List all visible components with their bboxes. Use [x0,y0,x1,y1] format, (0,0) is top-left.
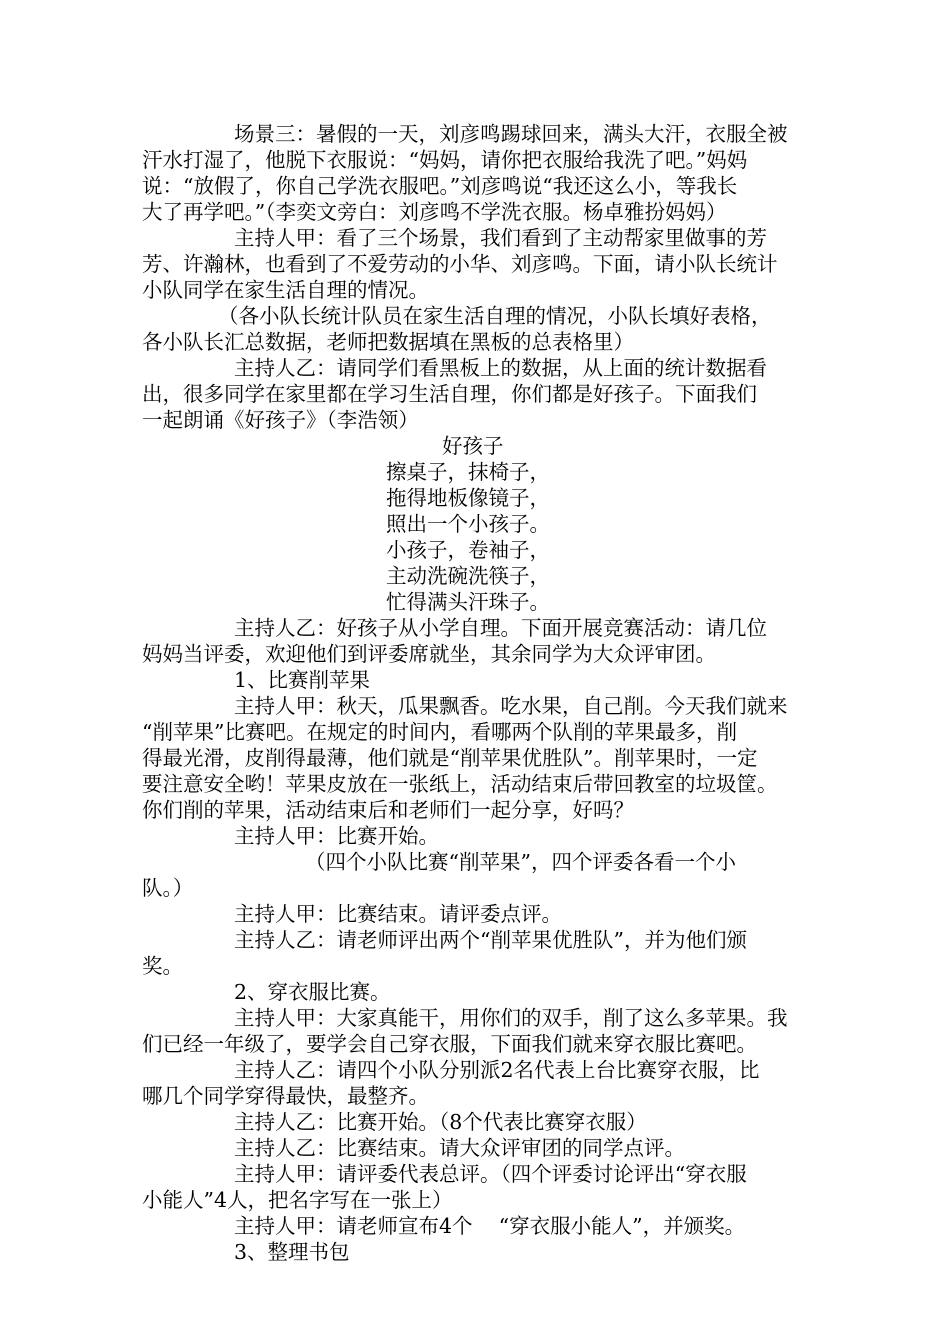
paragraph-line: 主持人甲：秋天，瓜果飘香。吃水果，自己削。今天我们就来 [234,694,788,718]
paragraph-line: 主持人乙：比赛开始。（8个代表比赛穿衣服） [234,1110,647,1134]
paragraph-line: 主持人乙：请四个小队分别派2名代表上台比赛穿衣服，比 [234,1058,760,1082]
paragraph-line: 汗水打湿了，他脱下衣服说：“妈妈，请你把衣服给我洗了吧。”妈妈 [142,148,748,172]
paragraph-line: （四个小队比赛“削苹果”，四个评委各看一个小 [305,850,736,874]
section-heading: 3、整理书包 [234,1240,350,1264]
paragraph-line: 要注意安全哟！苹果皮放在一张纸上，活动结束后带回教室的垃圾筐。 [142,772,778,796]
paragraph-line: 小队同学在家生活自理的情况。 [142,278,429,302]
paragraph-line: 说：“放假了，你自己学洗衣服吧。”刘彦鸣说“我还这么小，等我长 [142,174,738,198]
paragraph-line: 主持人甲：比赛结束。请评委点评。 [234,902,562,926]
paragraph-line: 主持人乙：好孩子从小学自理。下面开展竞赛活动：请几位 [234,616,767,640]
poem-line: 小孩子，卷袖子， [386,538,550,562]
paragraph-line: 主持人乙：请老师评出两个“削苹果优胜队”，并为他们颁 [234,928,747,952]
paragraph-line: 主持人甲：比赛开始。 [234,824,439,848]
paragraph-line: 小能人”4人，把名字写在一张上） [142,1188,453,1212]
paragraph-line: 场景三：暑假的一天，刘彦鸣踢球回来，满头大汗，衣服全被 [234,122,788,146]
paragraph-line: 一起朗诵《好孩子》（李浩领） [142,408,419,432]
paragraph-line: 你们削的苹果，活动结束后和老师们一起分享，好吗？ [142,798,634,822]
paragraph-line: 队。） [142,876,194,900]
paragraph-line: 芳、许瀚林，也看到了不爱劳动的小华、刘彦鸣。下面，请小队长统计 [142,252,778,276]
paragraph-line: （各小队长统计队员在家生活自理的情况，小队长填好表格， [218,304,772,328]
section-heading: 2、穿衣服比赛。 [234,980,391,1004]
paragraph-line: 主持人乙：比赛结束。请大众评审团的同学点评。 [234,1136,685,1160]
poem-line: 主动洗碗洗筷子， [386,564,550,588]
paragraph-line: 出，很多同学在家里都在学习生活自理，你们都是好孩子。下面我们 [142,382,757,406]
poem-line: 照出一个小孩子。 [386,512,550,536]
paragraph-line: “削苹果”比赛吧。在规定的时间内，看哪两个队削的苹果最多，削 [142,720,737,744]
paragraph-line: 主持人甲：请老师宣布4个 “穿衣服小能人”，并颁奖。 [234,1214,746,1238]
poem-line: 拖得地板像镜子， [386,486,550,510]
poem-line: 忙得满头汗珠子。 [386,590,550,614]
paragraph-line: 主持人甲：看了三个场景，我们看到了主动帮家里做事的芳 [234,226,767,250]
paragraph-line: 奖。 [142,954,183,978]
paragraph-line: 们已经一年级了，要学会自己穿衣服，下面我们就来穿衣服比赛吧。 [142,1032,757,1056]
paragraph-line: 大了再学吧。”（李奕文旁白：刘彦鸣不学洗衣服。杨卓雅扮妈妈） [142,200,727,224]
paragraph-line: 各小队长汇总数据，老师把数据填在黑板的总表格里） [142,330,634,354]
paragraph-line: 哪几个同学穿得最快，最整齐。 [142,1084,429,1108]
paragraph-line: 主持人甲：大家真能干，用你们的双手，削了这么多苹果。我 [234,1006,788,1030]
poem-line: 擦桌子，抹椅子， [386,460,550,484]
paragraph-line: 得最光滑，皮削得最薄，他们就是“削苹果优胜队”。削苹果时，一定 [142,746,758,770]
paragraph-line: 主持人甲：请评委代表总评。（四个评委讨论评出“穿衣服 [234,1162,747,1186]
section-heading: 1、比赛削苹果 [234,668,371,692]
poem-title: 好孩子 [442,434,504,458]
paragraph-line: 妈妈当评委，欢迎他们到评委席就坐，其余同学为大众评审团。 [142,642,716,666]
paragraph-line: 主持人乙：请同学们看黑板上的数据，从上面的统计数据看 [234,356,767,380]
